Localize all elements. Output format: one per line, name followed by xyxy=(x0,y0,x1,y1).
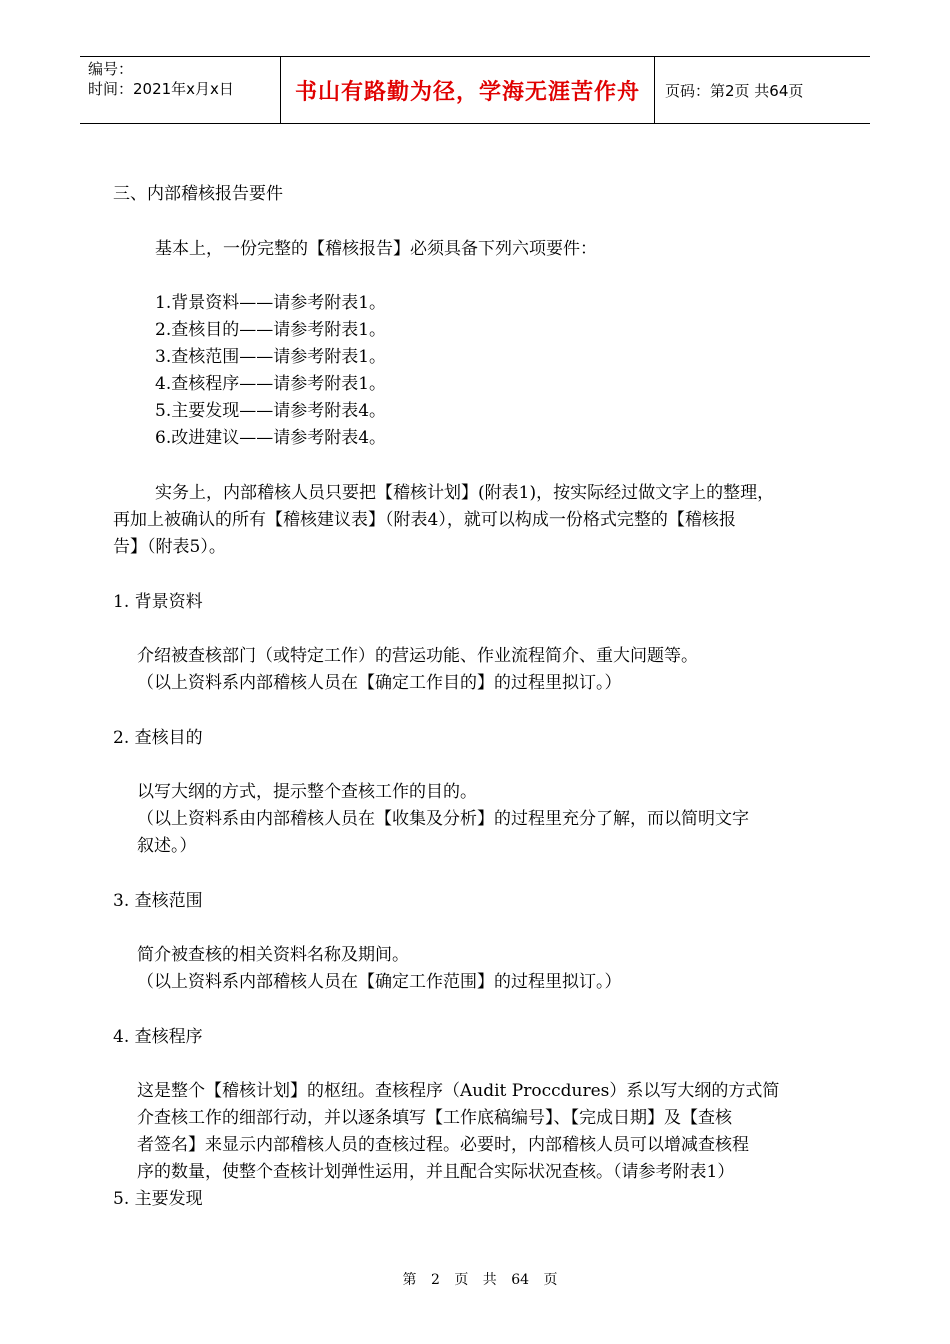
document-number-label: 编号： xyxy=(88,60,134,78)
page-footer xyxy=(0,1269,950,1289)
section-4-text: 这是整个【稽核计划】的枢纽。查核程序（Audit Proccdures）系以写大纲的方式简 xyxy=(137,1081,780,1101)
footer-word: 共 xyxy=(482,1272,497,1288)
section-3-note: （以上资料系内部稽核人员在【确定工作范围】的过程里拟订。） xyxy=(137,972,622,992)
footer-word: 页 xyxy=(454,1272,469,1288)
header-motto: 书山有路勤为径，学海无涯苦作舟 xyxy=(294,79,640,105)
list-item: 5.主要发现——请参考附表4。 xyxy=(155,401,387,421)
section-3-heading: 3. 查核范围 xyxy=(113,891,203,911)
footer-word: 页 xyxy=(543,1272,558,1288)
practice-line: 实务上，内部稽核人员只要把【稽核计划】(附表1)，按实际经过做文字上的整理， xyxy=(155,483,775,503)
section-4-text: 介查核工作的细部行动，并以逐条填写【工作底稿编号】、【完成日期】及【查核 xyxy=(137,1108,732,1128)
page-header xyxy=(80,56,870,124)
footer-page-number: 2 xyxy=(430,1272,440,1288)
section-2-text: 以写大纲的方式，提示整个查核工作的目的。 xyxy=(137,782,477,802)
section-4-text: 者签名】来显示内部稽核人员的查核过程。必要时，内部稽核人员可以增减查核程 xyxy=(137,1135,749,1155)
section-2-note: （以上资料系由内部稽核人员在【收集及分析】的过程里充分了解，而以简明文字 xyxy=(137,809,749,829)
list-item: 3.查核范围——请参考附表1。 xyxy=(155,347,387,367)
footer-page-total: 64 xyxy=(511,1272,530,1288)
list-item: 1.背景资料——请参考附表1。 xyxy=(155,293,387,313)
section-2-heading: 2. 查核目的 xyxy=(113,728,203,748)
section-2-note: 叙述。） xyxy=(137,836,197,856)
header-motto-cell xyxy=(281,57,655,123)
section-1-note: （以上资料系内部稽核人员在【确定工作目的】的过程里拟订。） xyxy=(137,673,622,693)
section-1-heading: 1. 背景资料 xyxy=(113,592,203,612)
list-item: 6.改进建议——请参考附表4。 xyxy=(155,428,387,448)
practice-line: 告】（附表5）。 xyxy=(113,537,226,557)
intro-paragraph: 基本上，一份完整的【稽核报告】必须具备下列六项要件： xyxy=(155,239,597,259)
document-date: 时间：2021年x月x日 xyxy=(88,80,234,98)
practice-line: 再加上被确认的所有【稽核建议表】（附表4），就可以构成一份格式完整的【稽核报 xyxy=(113,510,736,530)
section-4-heading: 4. 查核程序 xyxy=(113,1027,203,1047)
list-item: 4.查核程序——请参考附表1。 xyxy=(155,374,387,394)
section-4-text: 序的数量，使整个查核计划弹性运用，并且配合实际状况查核。（请参考附表1） xyxy=(137,1162,735,1182)
section-title: 三、内部稽核报告要件 xyxy=(113,184,283,204)
footer-word: 第 xyxy=(402,1272,417,1288)
header-page-info-cell xyxy=(655,57,870,123)
section-1-text: 介绍被查核部门（或特定工作）的营运功能、作业流程简介、重大问题等。 xyxy=(137,646,698,666)
section-3-text: 简介被查核的相关资料名称及期间。 xyxy=(137,945,409,965)
header-page-info: 页码：第2页 共64页 xyxy=(665,81,804,100)
list-item: 2.查核目的——请参考附表1。 xyxy=(155,320,387,340)
section-5-heading: 5. 主要发现 xyxy=(113,1189,203,1209)
header-meta xyxy=(80,57,281,123)
